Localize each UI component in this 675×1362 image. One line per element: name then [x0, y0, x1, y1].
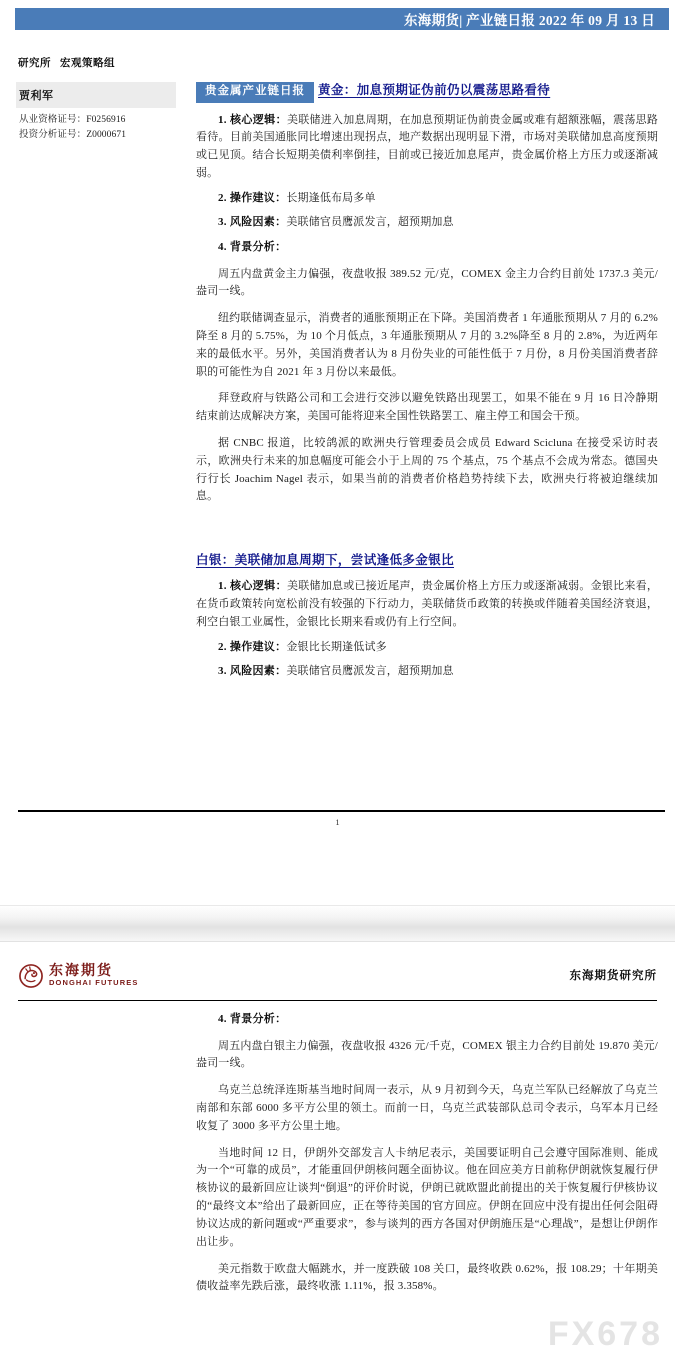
- gold-risk: [196, 214, 658, 232]
- silver-risk: [196, 663, 658, 681]
- report-title-badge: 贵金属产业链日报: [196, 82, 314, 103]
- gold-background-p1: 周五内盘黄金主力偏强，夜盘收报 389.52 元/克，COMEX 金主力合约目前处 1737.3 美元/盎司一线。: [196, 267, 658, 298]
- logo-text-english: DONGHAI FUTURES: [49, 978, 139, 988]
- gold-background-p4: 据 CNBC 报道，比较鸽派的欧洲央行管理委员会成员 Edward Scicluna 在接受采访时表示，欧洲央行未来的加息幅度可能会小于上周的 75 个基点，75 个基点不会成为常态。德国央行行长 Joachim Nagel 表示，如果当前的消费者价格趋势持续下去，欧洲央行将被迫继续加息。: [196, 437, 658, 503]
- gold-core-logic: [196, 112, 658, 183]
- silver-background-p4: 美元指数于欧盘大幅跳水，并一度跌破 108 关口，最终收跌 0.62%，报 108.29；十年期美债收益率先跌后涨，最终收涨 1.11%，报 3.358%。: [196, 1262, 658, 1293]
- gold-background-label-text: 4. 背景分析：: [218, 240, 287, 253]
- silver-section-heading[interactable]: 白银：美联储加息周期下，尝试逢低多金银比: [196, 553, 455, 568]
- report-banner: [15, 8, 669, 30]
- logo-text-chinese: 东海期货: [49, 963, 113, 979]
- gold-background-label: [196, 239, 658, 257]
- report-body: [196, 52, 658, 681]
- gold-background-p2: 纽约联储调查显示，消费者的通胀预期正在下降。美国消费者 1 年通胀预期从 7 月的 6.2%降至 8 月的 5.75%，为 10 个月低点，3 年通胀预期从 7 月的 3.2%降至 8 月的 2.8%，为近两年来的最低水平。另外，美国消费者认为 8 月份失业的可能性低于 7 月份，8 月份美国消费者辞职的可能性为自 2021 年 3 月份以来最低。: [196, 312, 658, 378]
- document-page-2: [0, 942, 675, 1362]
- team-label: 宏观策略组: [60, 58, 115, 69]
- silver-advice-label: 2. 操作建议：: [218, 640, 287, 653]
- silver-core-logic-label: 1. 核心逻辑：: [218, 580, 287, 593]
- gold-background-p3: 拜登政府与铁路公司和工会进行交涉以避免铁路出现罢工，如果不能在 9 月 16 日冷静期结束前达成解决方案，美国可能将迎来全国性铁路罢工、雇主停工和国会干预。: [196, 392, 658, 423]
- gold-advice-label: 2. 操作建议：: [218, 191, 287, 204]
- analyst-name: 贾利军: [19, 90, 54, 102]
- company-logo: [18, 963, 138, 993]
- gold-risk-text: 美联储官员鹰派发言，超预期加息: [286, 216, 454, 229]
- logo-text-block: [49, 965, 138, 988]
- silver-background-label-text: 4. 背景分析：: [218, 1013, 287, 1025]
- practice-certificate: 从业资格证号：F0256916: [19, 115, 126, 125]
- analyst-sidebar: [16, 55, 176, 142]
- page2-header: [18, 956, 657, 1001]
- gold-core-logic-text: 美联储进入加息周期，在加息预期证伪前贵金属或难有超额涨幅，震荡思路看待。目前美国通胀同比增速出现拐点，地产数据出现明显下滑，市场对美联储加息高度预期或已见顶。结合长短期美债利率倒挂，目前或已接近加息尾声，贵金属价格上方压力或逐渐减弱。: [196, 113, 658, 179]
- fx678-watermark: FX678: [547, 1315, 663, 1353]
- page-separator: [0, 905, 675, 942]
- silver-background-p2: 乌克兰总统泽连斯基当地时间周一表示，从 9 月初到今天，乌克兰军队已经解放了乌克兰南部和东部 6000 多平方公里的领土。而前一日，乌克兰武装部队总司令表示，乌军本月已经收复了 3000 多平方公里土地。: [196, 1084, 658, 1132]
- gold-section-heading[interactable]: 黄金：加息预期证伪前仍以震荡思路看待: [318, 83, 551, 97]
- analysis-certificate: 投资分析证号：Z0000671: [19, 129, 127, 140]
- silver-advice: [196, 639, 658, 657]
- department-line: [16, 55, 176, 70]
- department-label: 研究所: [18, 58, 51, 69]
- silver-risk-label: 3. 风险因素：: [218, 665, 287, 678]
- silver-risk-text: 美联储官员鹰派发言，超预期加息: [286, 665, 454, 678]
- donghai-dragon-logo-icon: [18, 963, 44, 989]
- gold-advice: [196, 190, 658, 208]
- page-number: 1: [335, 817, 340, 827]
- gold-advice-text: 长期逢低布局多单: [286, 191, 376, 204]
- page-footer-rule: [18, 810, 665, 812]
- silver-core-logic: [196, 578, 658, 631]
- certification-block: [16, 113, 176, 142]
- silver-advice-text: 金银比长期逢低试多: [286, 640, 387, 653]
- silver-core-logic-text: 美联储加息或已接近尾声，贵金属价格上方压力或逐渐减弱。金银比来看，在货币政策转向宽松前没有较强的下行动力，美联储货币政策的转换或伴随着美国经济衰退，利空白银工业属性，金银比长期来看或仍有上行空间。: [196, 580, 658, 628]
- gold-core-logic-label: 1. 核心逻辑：: [218, 113, 287, 126]
- gold-risk-label: 3. 风险因素：: [218, 216, 287, 229]
- silver-background-label: [196, 1011, 658, 1029]
- research-institute-label: 东海期货研究所: [569, 970, 657, 982]
- banner-title: 东海期货| 产业链日报 2022 年 09 月 13 日: [404, 13, 655, 28]
- analyst-name-band: [16, 82, 176, 108]
- page2-body: [196, 1011, 658, 1296]
- silver-background-p3: 当地时间 12 日，伊朗外交部发言人卡纳尼表示，美国要证明自己会遵守国际准则、能成为一个“可靠的成员”，才能重回伊朗核问题全面协议。他在回应美方日前称伊朗就恢复履行伊核协议的最新回应让谈判“倒退”的评价时说，伊朗已就欧盟此前提出的关于恢复履行伊核协议的“最终文本”给出了最新回应，正在等待美国的官方回应。伊朗在回应中没有提出任何会阻碍协议达成的新问题或“严重要求”，参与谈判的西方各国对伊朗施压是“心理战”，是想让伊朗作出让步。: [196, 1146, 658, 1248]
- silver-background-p1: 周五内盘白银主力偏强，夜盘收报 4326 元/千克，COMEX 银主力合约目前处 19.870 美元/盎司一线。: [196, 1039, 659, 1070]
